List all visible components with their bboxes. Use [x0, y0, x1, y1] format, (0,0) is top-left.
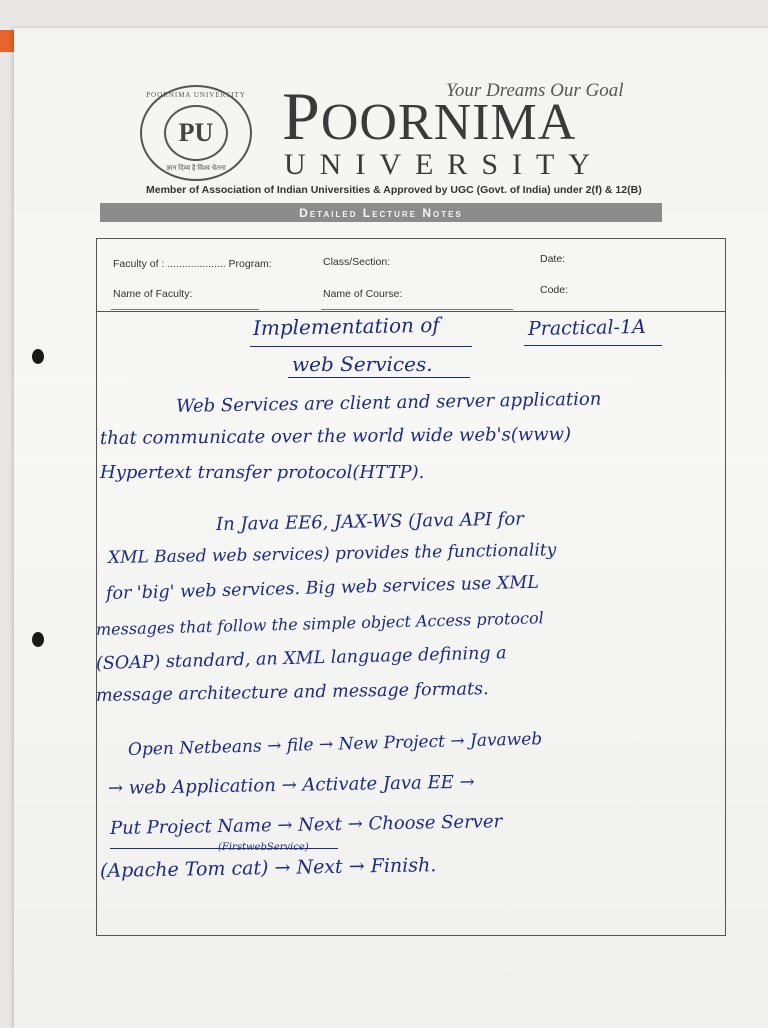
course-underline — [321, 309, 513, 310]
step-line4: (Apache Tom cat) → Next → Finish. — [99, 854, 437, 882]
title-line-2: web Services. — [292, 352, 433, 376]
table-edge — [0, 30, 14, 52]
para2-line2: XML Based web services) provides the functionality — [107, 540, 557, 568]
step-note: (FirstwebService) — [218, 842, 309, 853]
section-banner: Detailed Lecture Notes — [100, 203, 662, 222]
faculty-of-field: Faculty of : .................... Program: — [113, 258, 272, 270]
para2-line1: In Java EE6, JAX-WS (Java API for — [215, 508, 524, 535]
para2-line5: (SOAP) standard, an XML language defining a — [95, 643, 507, 674]
para2-line3: for 'big' web services. Big web services use XML — [105, 572, 540, 604]
code-field: Code: — [540, 284, 569, 296]
para2-line6: message architecture and message formats. — [95, 679, 489, 706]
seal-bottom-text: ज्ञान दिव्य है विश्व चेतना — [166, 164, 226, 172]
step-line1: Open Netbeans → file → New Project → Javaweb — [127, 729, 543, 760]
name-of-faculty-field: Name of Faculty: — [113, 288, 193, 300]
title-line-1: Implementation of — [252, 312, 440, 340]
brand-name — [282, 78, 577, 154]
para1-line2: that communicate over the world wide web's(www) — [99, 423, 572, 449]
brand-university: UNIVERSITY — [284, 148, 604, 181]
class-section-field: Class/Section: — [323, 256, 391, 268]
date-field: Date: — [540, 253, 566, 265]
university-seal-logo — [140, 85, 252, 181]
practical-label: Practical-1A — [527, 315, 647, 340]
form-header — [97, 239, 725, 312]
tagline: Your Dreams Our Goal — [446, 80, 624, 101]
para1-line3: Hypertext transfer protocol(HTTP). — [100, 462, 425, 483]
punch-hole-bottom — [32, 632, 44, 647]
faculty-underline — [111, 309, 259, 310]
para1-line1: Web Services are client and server application — [175, 388, 602, 417]
punch-hole-top — [32, 349, 44, 364]
seal-monogram: PU — [164, 105, 228, 161]
seal-top-text: POORNIMA UNIVERSITY — [146, 91, 246, 99]
brand-rest: OORNIMA — [320, 94, 577, 151]
title-underline-1 — [250, 346, 472, 347]
practical-underline — [524, 345, 662, 346]
name-of-course-field: Name of Course: — [323, 288, 403, 300]
step-line3: Put Project Name → Next → Choose Server — [109, 811, 503, 839]
brand-initial: P — [282, 78, 321, 154]
para2-line4: messages that follow the simple object Access protocol — [95, 608, 544, 639]
step-line2: → web Application → Activate Java EE → — [107, 771, 475, 799]
accreditation-line: Member of Association of Indian Universities & Approved by UGC (Govt. of India) under 2(f) & 12(B) — [146, 184, 642, 196]
title-underline-2 — [288, 377, 470, 378]
